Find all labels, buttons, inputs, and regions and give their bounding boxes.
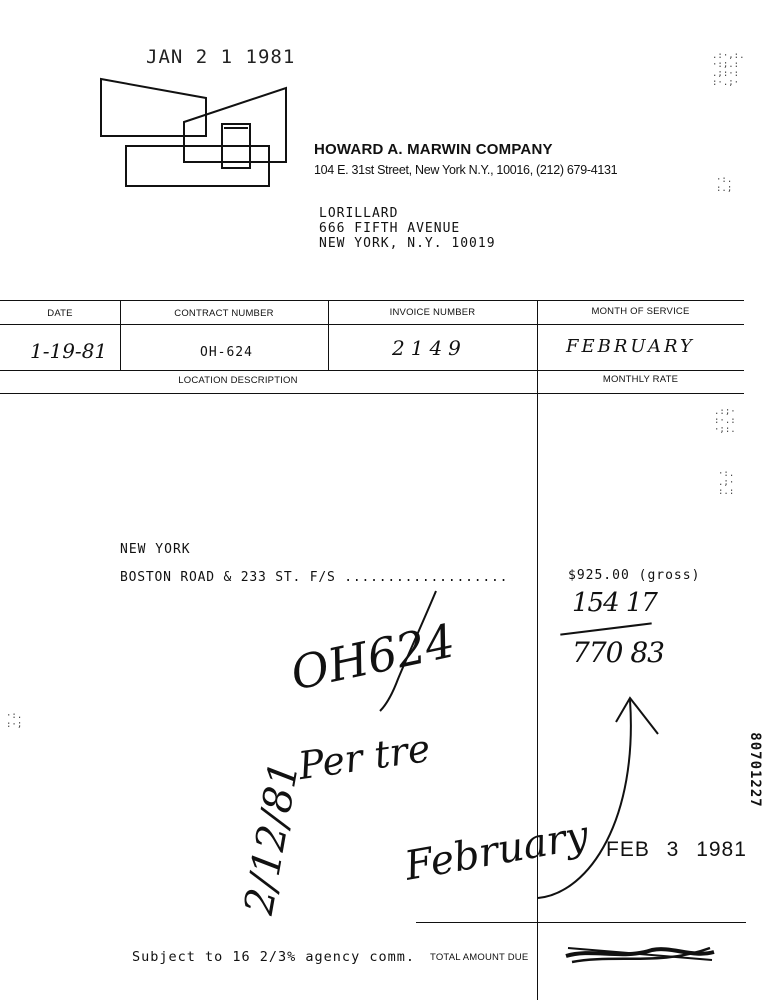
- calc-underline: [560, 622, 652, 635]
- location-city: NEW YORK: [120, 542, 191, 557]
- header-invoice-number: INVOICE NUMBER: [389, 307, 476, 318]
- header-date: DATE: [47, 308, 73, 319]
- handwritten-slash-stroke: [368, 585, 448, 715]
- total-amount-due-label: TOTAL AMOUNT DUE: [430, 952, 529, 963]
- handwritten-net: 770 83: [572, 636, 664, 669]
- company-logo: [96, 74, 296, 194]
- header-contract-number: CONTRACT NUMBER: [174, 308, 274, 319]
- total-rule: [416, 922, 746, 923]
- table-top-rule: [0, 300, 744, 301]
- location-description: BOSTON ROAD & 233 ST. F/S ...................: [120, 570, 509, 585]
- monthly-rate-gross: $925.00 (gross): [568, 568, 701, 583]
- contract-number-value: OH-624: [200, 345, 253, 360]
- location-header-rule: [0, 393, 744, 394]
- scan-noise-mark: ·:. .;· :.:: [718, 469, 735, 497]
- header-location-description: LOCATION DESCRIPTION: [178, 375, 298, 386]
- recipient-line-2: 666 FIFTH AVENUE: [319, 221, 461, 236]
- handwritten-month: February: [401, 812, 592, 890]
- month-of-service-value: FEBRUARY: [566, 336, 695, 357]
- handwritten-contract-code: OH624: [286, 613, 460, 701]
- invoice-number-value: 2149: [392, 336, 467, 360]
- header-row-rule: [0, 324, 744, 325]
- paid-date-stamp: FEB 3 1981: [606, 838, 747, 861]
- handwritten-note: Per tre: [295, 725, 433, 789]
- value-row-rule: [0, 370, 744, 371]
- recipient-line-1: LORILLARD: [319, 206, 399, 221]
- header-monthly-rate: MONTHLY RATE: [602, 374, 679, 385]
- agency-commission-note: Subject to 16 2/3% agency comm.: [132, 949, 415, 965]
- handwritten-commission: 154 17: [572, 588, 657, 618]
- received-date-stamp: JAN 2 1 1981: [146, 46, 296, 68]
- handwritten-arrow-icon: [530, 688, 670, 918]
- crossed-out-total-scribble: [562, 940, 722, 970]
- header-month-of-service: MONTH OF SERVICE: [591, 306, 690, 317]
- recipient-line-3: NEW YORK, N.Y. 10019: [319, 236, 496, 251]
- date-value: 1-19-81: [30, 339, 108, 363]
- scan-noise-mark: .:;· :·.: ·;:.: [714, 407, 736, 435]
- scan-noise-mark: ·:. :·;: [6, 711, 23, 730]
- handwritten-initials-date: 2/12/81: [236, 758, 309, 918]
- scan-noise-mark: .:·,:. ·:;.: .;:·: :·.;·: [712, 51, 745, 88]
- company-address: 104 E. 31st Street, New York N.Y., 10016, (212) 679-4131: [314, 163, 618, 177]
- company-name: HOWARD A. MARWIN COMPANY: [314, 141, 553, 158]
- scan-noise-mark: ·:. :.;: [716, 175, 733, 194]
- side-document-number: 80701227: [747, 732, 763, 808]
